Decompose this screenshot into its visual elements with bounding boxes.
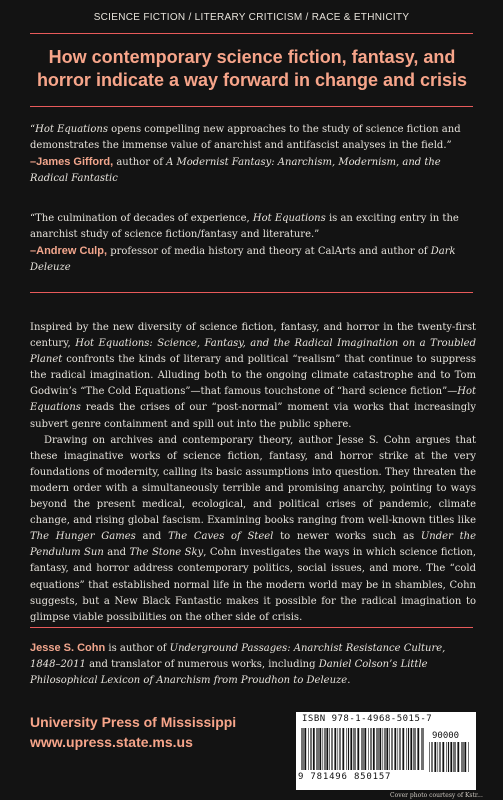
barcode-bar: [461, 742, 462, 772]
barcode-bar: [308, 728, 309, 770]
publisher-name: University Press of Mississippi: [30, 714, 237, 730]
barcode-bar: [323, 728, 324, 770]
barcode-bar: [339, 728, 340, 770]
barcode-bar: [383, 728, 384, 770]
barcode-bar: [450, 742, 452, 772]
barcode-bar: [368, 728, 369, 770]
barcode-bar: [454, 742, 455, 772]
bio-book-1: Underground Passages: Anarchist Resistance Culture, 1848–2011: [30, 643, 446, 670]
headline-divider: [30, 106, 473, 107]
quote-2-attribution: [30, 243, 478, 276]
cited-title: The Hunger Games: [30, 531, 136, 543]
barcode-bar: [304, 728, 306, 770]
book-full-title: Hot Equations: Science, Fantasy, and the Radical Imagination on a Troubled Planet: [30, 338, 476, 366]
bio-author-name: Jesse S. Cohn: [30, 642, 106, 654]
bio-divider: [30, 627, 473, 628]
publisher-block: [30, 712, 236, 752]
headline: [36, 46, 468, 92]
text-run: and translator of numerous works, including: [85, 659, 319, 670]
barcode-bar: [317, 728, 318, 770]
barcode-bar: [431, 742, 432, 772]
price-code: 90000: [432, 731, 460, 741]
barcode-bar: [324, 728, 325, 770]
barcode-bar: [457, 742, 459, 772]
barcode-bar: [462, 742, 463, 772]
quote-2-role: professor of media history and theory at CalArts and author of: [107, 246, 431, 257]
publisher-url: www.upress.state.ms.us: [30, 734, 193, 750]
quote-mark: “: [30, 124, 36, 135]
barcode-bar: [329, 728, 330, 770]
barcode-bar: [376, 728, 377, 770]
barcode-bar: [439, 742, 440, 772]
quote-2-author: Andrew Culp,: [36, 245, 108, 257]
barcode-bar: [442, 742, 444, 772]
barcode-bar: [310, 728, 311, 770]
text-run: Drawing on archives and contemporary theory, author Jesse S. Cohn argues that these imaginative works of science fiction, fantasy, and horror strike at the very foundations of modernity, calling its basic assumptions into question. They threaten the modern order with a simultaneously terrible and promising anarchy, pointing to ways beyond the present medical, ecological, and political crises of pandemic, climate change, and rising global fascism. Examining books ranging from well-known titles like: [30, 434, 476, 527]
text-run: , Cohn investigates the ways in which science fiction, fantasy, and horror address contemporary politics, social issues, and more. The “cold equations” that established normal life in the modern world may be in shambles, Cohn suggests, but a New Black Fantastic makes it possible for the radical imagination to glimpse viable possibilities on the other side of crisis.: [30, 547, 476, 623]
barcode-bar: [410, 728, 412, 770]
barcode-bar: [338, 728, 339, 770]
quote-1-body: opens compelling new approaches to the study of science fiction and demonstrates the immense value of anarchist and antifascist analyses in the field.”: [30, 124, 461, 151]
quote-2-author-book: Dark Deleuze: [30, 246, 456, 273]
bio-book-2: Daniel Colson’s Little Philosophical Lexicon of Anarchism from Proudhon to Deleuze: [30, 659, 428, 686]
barcode-bar: [389, 728, 390, 770]
barcode-bar: [313, 728, 315, 770]
barcode-bar: [373, 728, 375, 770]
blurb-quote-2: [30, 211, 478, 276]
barcode-bar: [361, 728, 362, 770]
headline-line-1: How contemporary science fiction, fantasy, and: [48, 47, 456, 67]
text-run: is author of: [105, 643, 170, 654]
barcode-bar: [316, 728, 317, 770]
quote-2-text: [30, 211, 478, 243]
barcode-bar: [402, 728, 404, 770]
barcode-bar: [364, 728, 366, 770]
barcode-bar: [453, 742, 454, 772]
text-run: confronts the kinds of literary and political “realism” that continue to suppress the radical imagination. Alluding both to the ongoing climate catastrophe and to Tom Godwin’s “The Cold Equations”—that famous touchstone of “hard science fiction”—: [30, 354, 476, 398]
cited-title: The Stone Sky: [129, 547, 204, 559]
barcode-bar: [399, 728, 400, 770]
barcode-bar: [429, 742, 430, 772]
barcode-bar: [357, 728, 359, 770]
barcode-bar: [354, 728, 355, 770]
blurb-divider: [30, 292, 473, 293]
barcode-bar: [350, 728, 352, 770]
author-bio: [30, 640, 476, 689]
barcode-bar: [446, 742, 447, 772]
barcode-bar: [370, 728, 371, 770]
barcode-bar: [334, 728, 336, 770]
quote-1-attribution: [30, 154, 478, 187]
quote-2-body-b: is an exciting entry in the anarchist study of science fiction/fantasy and literature.”: [30, 213, 459, 240]
barcode-bar: [301, 728, 302, 770]
description-paragraph-1: [30, 320, 476, 433]
barcode-bar: [326, 728, 328, 770]
barcode-bar: [448, 742, 449, 772]
barcode-bar: [353, 728, 354, 770]
barcode-bar: [391, 728, 392, 770]
book-title: Hot Equations: [30, 386, 476, 414]
isbn-label: ISBN 978-1-4968-5015-7: [302, 714, 433, 724]
barcode-bars-addon: [428, 742, 472, 772]
barcode-bar: [406, 728, 407, 770]
description: [30, 320, 476, 626]
quote-1-book-title: Hot Equations: [35, 124, 108, 135]
barcode-bar: [408, 728, 409, 770]
description-paragraph-2: [30, 433, 476, 626]
blurb-quote-1: [30, 122, 478, 187]
text-run: and: [103, 547, 130, 559]
barcode-bar: [394, 728, 396, 770]
barcode-bar: [413, 728, 414, 770]
quote-1-author-book: A Modernist Fantasy: Anarchism, Modernism, and the Radical Fantastic: [30, 157, 441, 184]
barcode-bar: [386, 728, 388, 770]
barcode-bar: [398, 728, 399, 770]
text-run: Inspired by the new diversity of science fiction, fantasy, and horror in the twenty-first century,: [30, 322, 476, 350]
barcode-bar: [417, 728, 419, 770]
barcode-bar: [384, 728, 385, 770]
barcode-bar: [422, 728, 423, 770]
attribution-dash: –: [30, 245, 37, 257]
cited-title: Under the Pendulum Sun: [30, 531, 476, 559]
barcode-bar: [421, 728, 422, 770]
quote-2-book-title: Hot Equations: [252, 213, 326, 224]
barcode-bar: [342, 728, 344, 770]
barcode-bar: [319, 728, 321, 770]
text-run: to newer works such as: [273, 531, 421, 543]
category-bar: SCIENCE FICTION / LITERARY CRITICISM / RACE & ETHNICITY: [93, 12, 410, 23]
barcode-bar: [468, 742, 469, 772]
barcode-bar: [438, 742, 439, 772]
headline-line-2: horror indicate a way forward in change and crisis: [36, 70, 468, 90]
barcode-bars-main: [300, 728, 426, 770]
barcode-digits: 9 781496 850157: [298, 772, 392, 782]
barcode-bar: [331, 728, 332, 770]
quote-1-author: James Gifford,: [36, 156, 114, 168]
barcode-bar: [346, 728, 347, 770]
barcode-bar: [302, 728, 303, 770]
top-divider: [30, 33, 473, 34]
attribution-dash: –: [30, 156, 37, 168]
barcode-bar: [348, 728, 349, 770]
text-run: and: [135, 531, 169, 543]
quote-1-role: author of: [113, 157, 167, 168]
cover-photo-credit: Cover photo courtesy of Kstr...: [390, 792, 483, 799]
barcode-bar: [414, 728, 415, 770]
barcode-bar: [379, 728, 381, 770]
barcode-bar: [464, 742, 466, 772]
cited-title: The Caves of Steel: [168, 531, 274, 543]
barcode-bar: [377, 728, 378, 770]
text-run: .: [347, 675, 351, 686]
barcode-bar: [362, 728, 363, 770]
quote-1-text: [30, 122, 478, 154]
barcode-bar: [434, 742, 436, 772]
text-run: reads the crises of our “post-normal” moment via works that increasingly subvert genre containment and spill out into the public sphere.: [30, 402, 476, 430]
quote-2-body-a: “The culmination of decades of experience,: [30, 213, 253, 224]
